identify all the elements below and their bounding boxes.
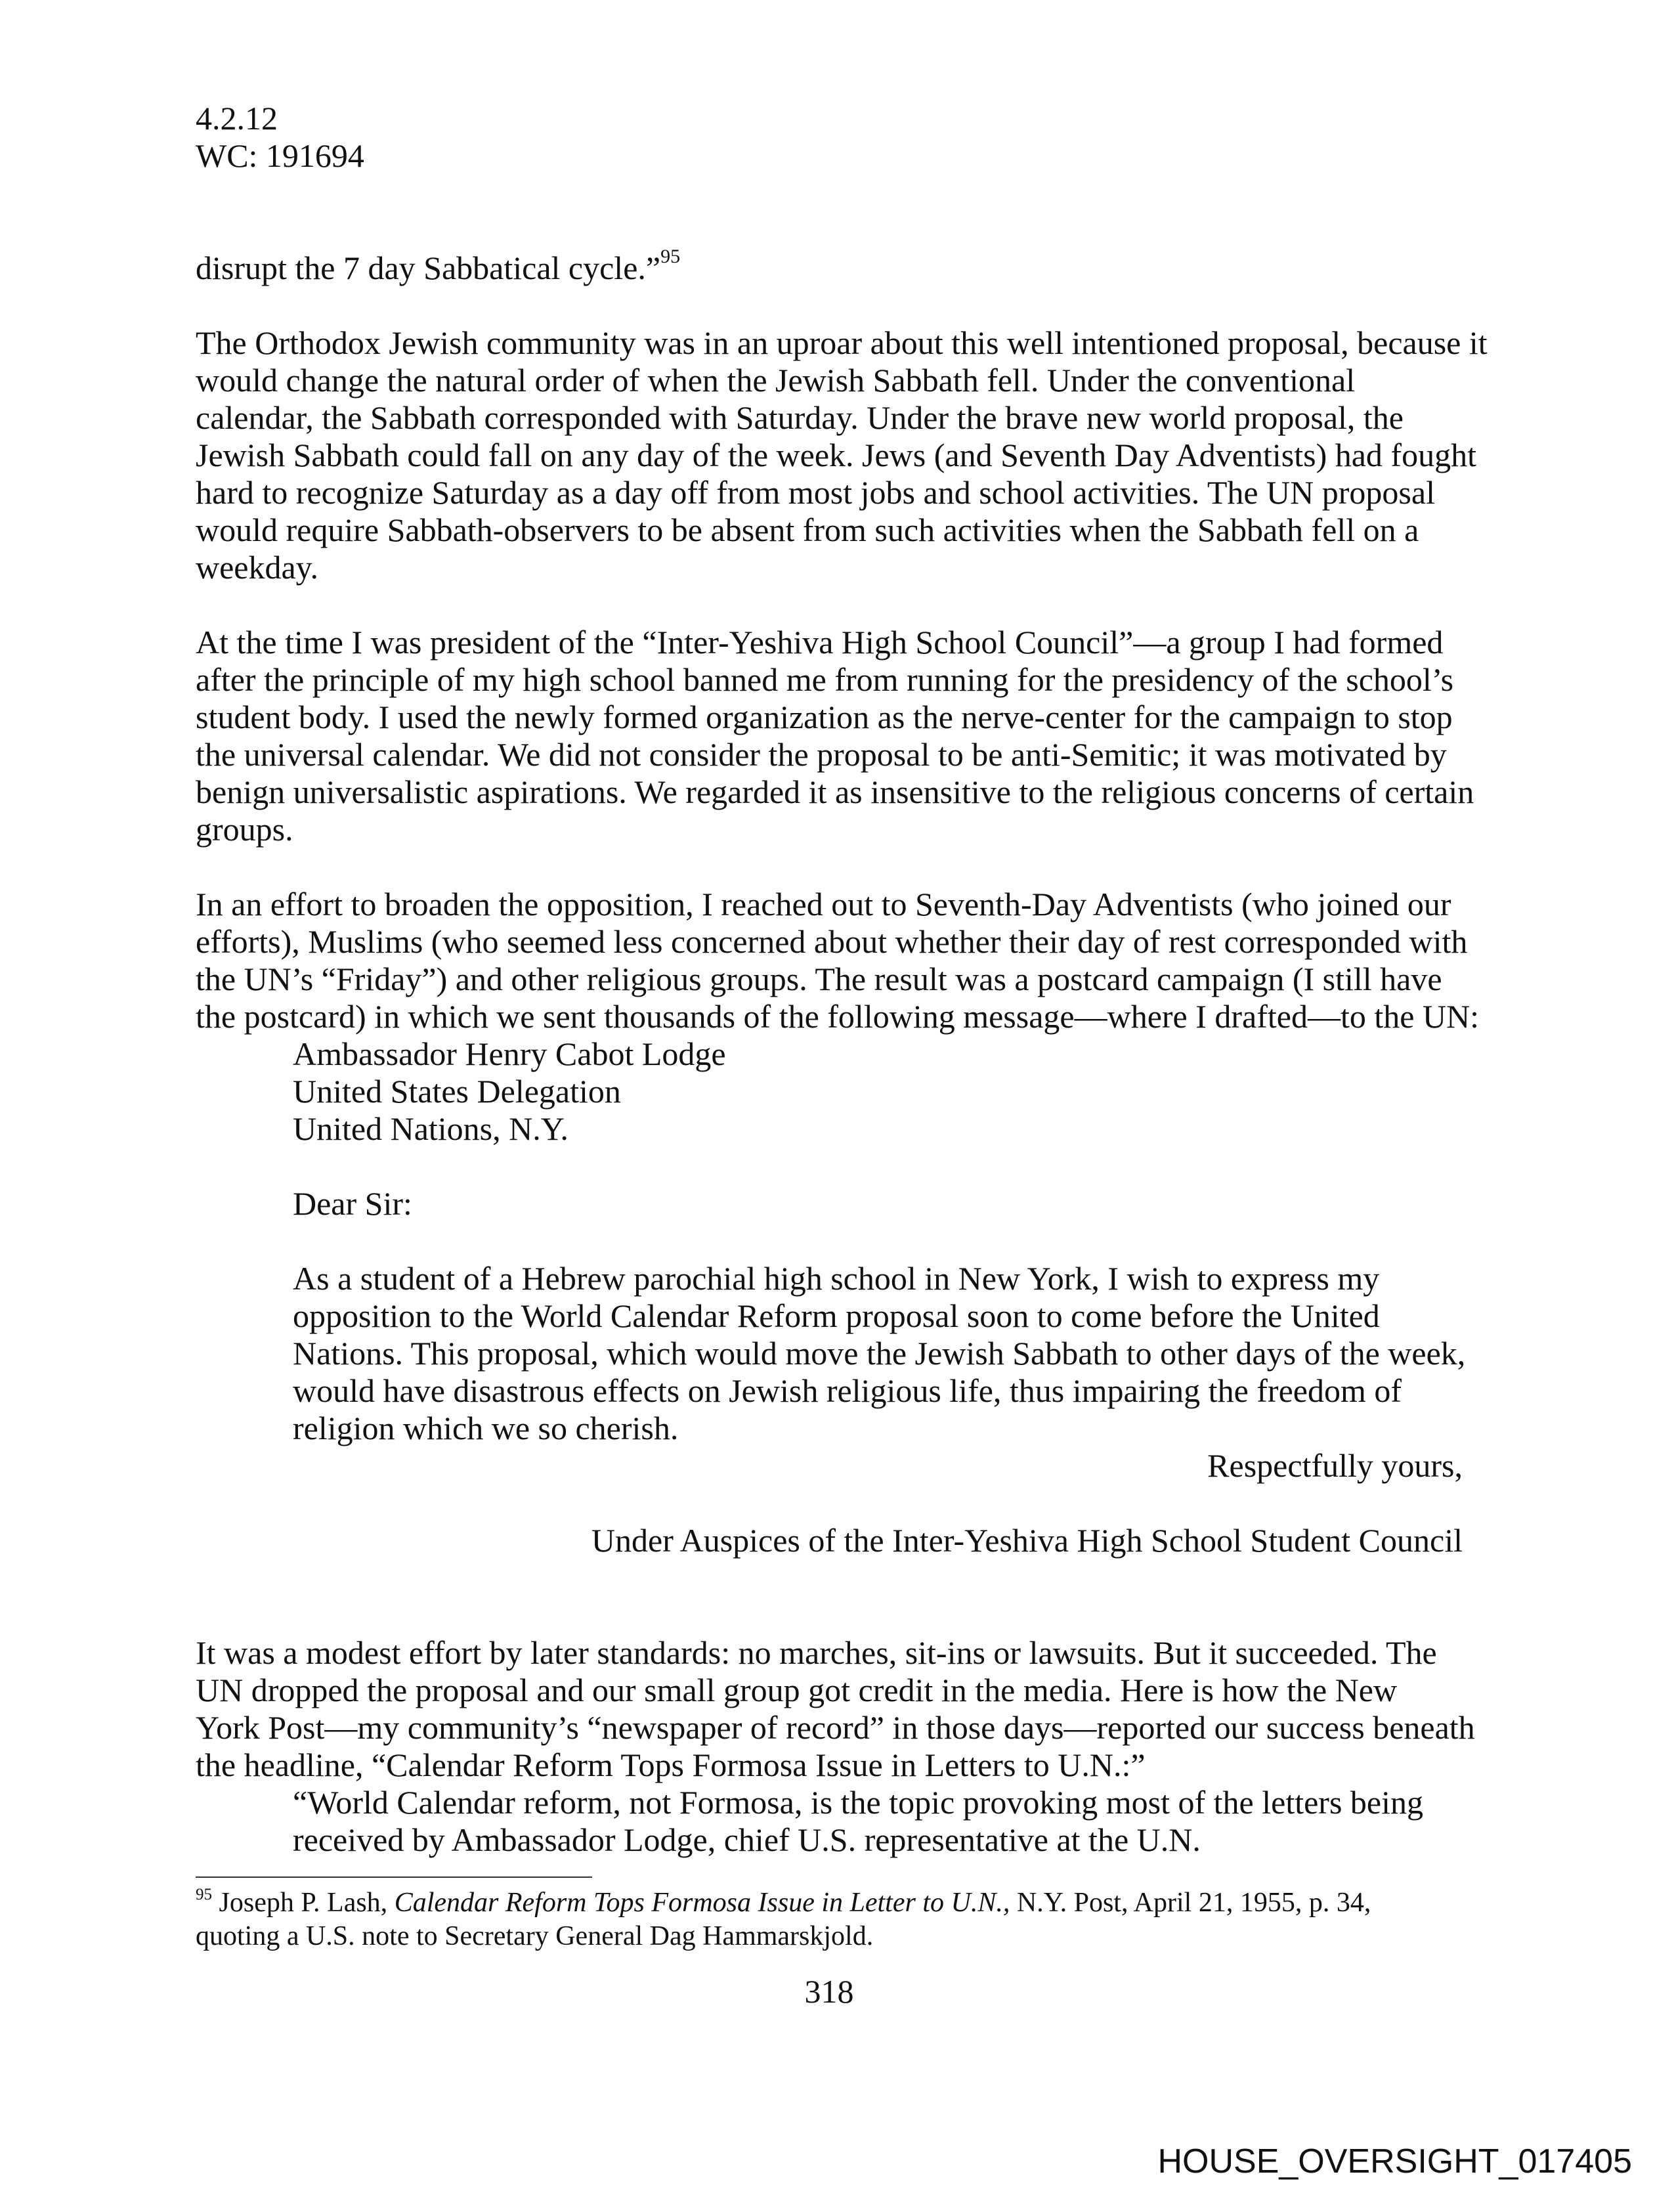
body-line: the postcard) in which we sent thousands of the following message—where I drafted—to the UN:	[196, 998, 1480, 1035]
body-text	[196, 100, 1488, 1859]
body-line: United Nations, N.Y.	[293, 1110, 569, 1147]
text-segment: disrupt the 7 day Sabbatical cycle.”	[196, 249, 661, 286]
text-segment: Joseph P. Lash,	[212, 1888, 395, 1918]
blank-line	[196, 175, 1469, 212]
body-line: groups.	[196, 811, 293, 848]
body-line: weekday.	[196, 549, 318, 586]
header-word-count: WC: 191694	[196, 137, 364, 174]
blank-line	[196, 586, 1469, 624]
body-line: the UN’s “Friday”) and other religious groups. The result was a postcard campaign (I still have	[196, 961, 1442, 997]
blank-line	[196, 1485, 1469, 1522]
body-line: United States Delegation	[293, 1073, 621, 1110]
bates-number: HOUSE_OVERSIGHT_017405	[1157, 2142, 1632, 2180]
body-line: The Orthodox Jewish community was in an uproar about this well intentioned proposal, because it	[196, 324, 1488, 361]
footnote-line: quoting a U.S. note to Secretary General Dag Hammarskjold.	[196, 1921, 874, 1951]
body-line: student body. I used the newly formed organization as the nerve-center for the campaign to stop	[196, 699, 1453, 735]
body-line: received by Ambassador Lodge, chief U.S. representative at the U.N.	[293, 1821, 1201, 1858]
page-number: 318	[804, 1973, 854, 2010]
body-line: calendar, the Sabbath corresponded with Saturday. Under the brave new world proposal, the	[196, 399, 1404, 436]
body-line	[196, 246, 1469, 287]
footnote	[196, 1886, 1371, 1953]
body-line: Ambassador Henry Cabot Lodge	[293, 1035, 726, 1072]
blank-line	[196, 287, 1469, 324]
footnote-line	[196, 1886, 1371, 1920]
body-line: Dear Sir:	[293, 1185, 412, 1222]
body-line: Under Auspices of the Inter-Yeshiva High School Student Council	[591, 1522, 1463, 1559]
blank-line	[196, 848, 1469, 886]
header-date: 4.2.12	[196, 100, 278, 137]
body-line: benign universalistic aspirations. We regarded it as insensitive to the religious concerns of certain	[196, 773, 1474, 810]
body-line: the headline, “Calendar Reform Tops Formosa Issue in Letters to U.N.:”	[196, 1746, 1146, 1783]
body-lines	[196, 175, 1488, 1859]
body-line: would have disastrous effects on Jewish religious life, thus impairing the freedom of	[293, 1372, 1402, 1409]
body-line: York Post—my community’s “newspaper of record” in those days—reported our success beneath	[196, 1709, 1475, 1746]
body-line: In an effort to broaden the opposition, I reached out to Seventh-Day Adventists (who joined our	[196, 886, 1451, 922]
body-line: “World Calendar reform, not Formosa, is the topic provoking most of the letters being	[293, 1784, 1423, 1821]
body-line: Nations. This proposal, which would move the Jewish Sabbath to other days of the week,	[293, 1335, 1466, 1372]
blank-line	[196, 1597, 1469, 1634]
body-line: efforts), Muslims (who seemed less concerned about whether their day of rest corresponded with	[196, 923, 1468, 960]
body-line: At the time I was president of the “Inter-Yeshiva High School Council”—a group I had formed	[196, 624, 1444, 661]
body-line: the universal calendar. We did not consider the proposal to be anti-Semitic; it was motivated by	[196, 736, 1447, 773]
footnote-separator	[196, 1876, 592, 1878]
body-line: UN dropped the proposal and our small group got credit in the media. Here is how the New	[196, 1672, 1398, 1708]
body-line: Respectfully yours,	[1207, 1447, 1463, 1484]
body-line: Jewish Sabbath could fall on any day of the week. Jews (and Seventh Day Adventists) had fought	[196, 437, 1476, 473]
footnote-marker: 95	[196, 1886, 212, 1903]
text-segment: N.Y. Post, April 21, 1955, p. 34,	[1010, 1888, 1371, 1918]
body-line: hard to recognize Saturday as a day off from most jobs and school activities. The UN proposal	[196, 474, 1435, 511]
blank-line	[196, 1559, 1469, 1597]
body-line: religion which we so cherish.	[293, 1410, 679, 1446]
body-line: would require Sabbath-observers to be absent from such activities when the Sabbath fell on a	[196, 511, 1419, 548]
body-line: As a student of a Hebrew parochial high school in New York, I wish to express my	[293, 1260, 1380, 1297]
body-line: would change the natural order of when the Jewish Sabbath fell. Under the conventional	[196, 362, 1356, 399]
footnote-marker: 95	[660, 246, 681, 267]
blank-line	[196, 212, 1469, 249]
body-line: It was a modest effort by later standards: no marches, sit-ins or lawsuits. But it succeeded. The	[196, 1634, 1437, 1671]
body-line: after the principle of my high school banned me from running for the presidency of the school’s	[196, 661, 1454, 698]
blank-line	[196, 1223, 1469, 1260]
italic-title: Calendar Reform Tops Formosa Issue in Letter to U.N.,	[394, 1888, 1010, 1918]
body-line: opposition to the World Calendar Reform proposal soon to come before the United	[293, 1297, 1380, 1334]
blank-line	[196, 1148, 1469, 1185]
